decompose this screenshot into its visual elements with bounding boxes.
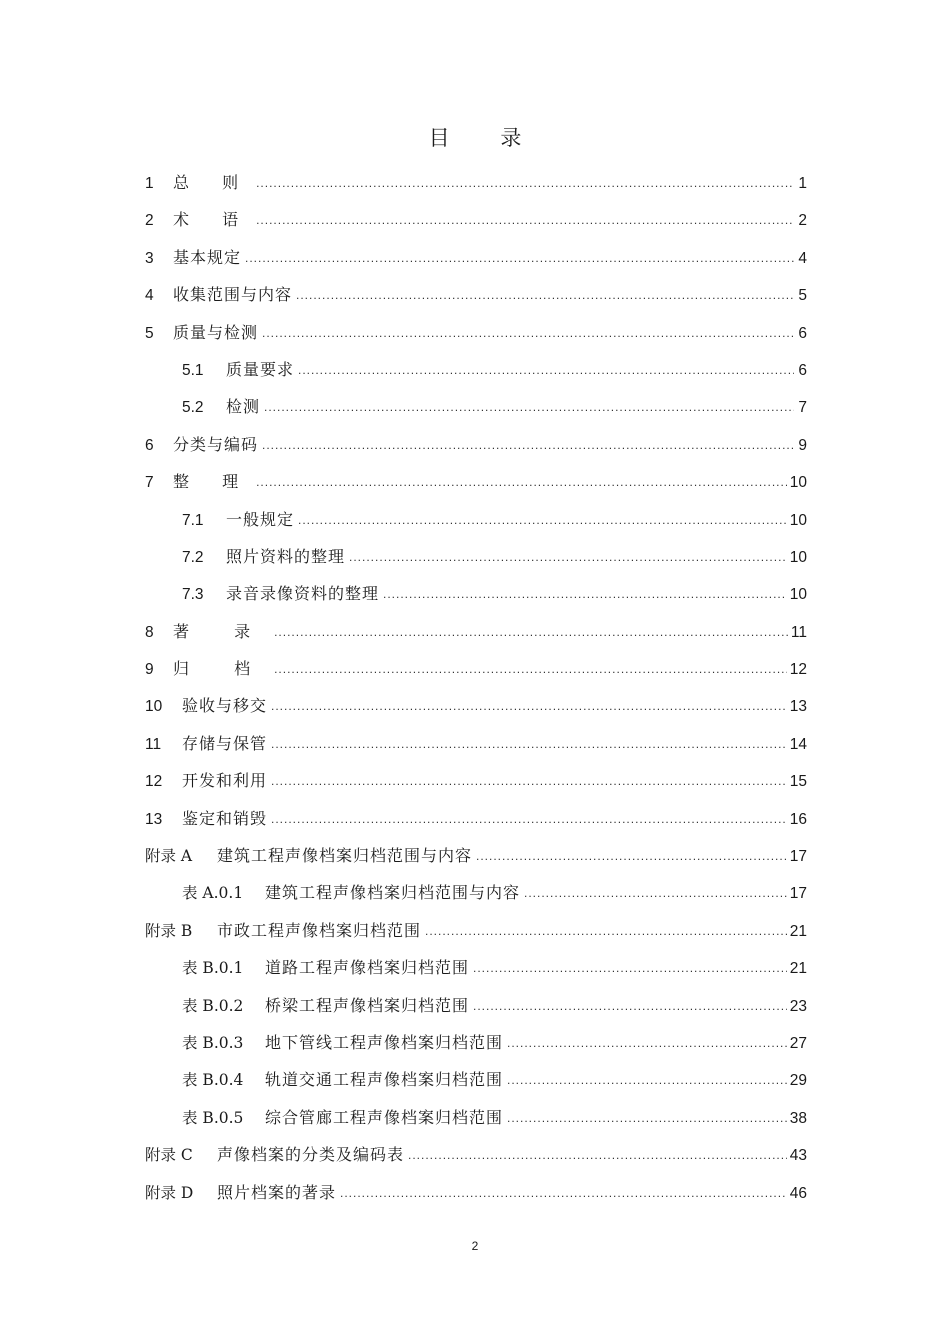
toc-number: 附录 A bbox=[145, 847, 193, 866]
dot-leader bbox=[349, 541, 787, 573]
dot-leader bbox=[340, 1177, 787, 1209]
dot-leader bbox=[256, 167, 794, 199]
toc-number: 8 bbox=[145, 623, 154, 641]
dot-leader bbox=[507, 1102, 787, 1134]
toc-page: 12 bbox=[789, 661, 807, 679]
toc-entry-7[interactable] bbox=[145, 466, 807, 503]
toc-page: 23 bbox=[789, 997, 807, 1015]
toc-number: 2 bbox=[145, 212, 154, 230]
dot-leader bbox=[507, 1064, 787, 1096]
toc-label: 道路工程声像档案归档范围 bbox=[265, 958, 470, 978]
toc-page: 16 bbox=[789, 810, 807, 828]
toc-number: 11 bbox=[145, 735, 162, 753]
toc-entry-table-b-0-5[interactable] bbox=[145, 1102, 807, 1139]
toc-label: 照片资料的整理 bbox=[226, 546, 346, 566]
toc-number: 附录 C bbox=[145, 1146, 193, 1165]
toc-entry-7-1[interactable] bbox=[145, 504, 807, 541]
toc-entry-10[interactable] bbox=[145, 690, 807, 727]
toc-number: 5 bbox=[145, 324, 154, 342]
toc-label: 市政工程声像档案归档范围 bbox=[217, 920, 422, 940]
toc-number: 5.2 bbox=[182, 399, 204, 417]
toc-entry-table-b-0-2[interactable] bbox=[145, 990, 807, 1027]
toc-number: 6 bbox=[145, 436, 154, 454]
toc-label: 存储与保管 bbox=[182, 733, 268, 753]
dot-leader bbox=[507, 1027, 787, 1059]
toc-label: 验收与移交 bbox=[182, 696, 268, 716]
toc-entry-5-1[interactable] bbox=[145, 354, 807, 391]
toc-label: 录音录像资料的整理 bbox=[226, 584, 380, 604]
toc-page: 13 bbox=[789, 698, 807, 716]
toc-label: 整 理 bbox=[173, 472, 253, 492]
toc-page: 38 bbox=[789, 1109, 807, 1127]
toc-label: 基本规定 bbox=[173, 247, 242, 267]
toc-entry-table-b-0-1[interactable] bbox=[145, 952, 807, 989]
toc-label: 轨道交通工程声像档案归档范围 bbox=[265, 1070, 504, 1090]
toc-label: 鉴定和销毁 bbox=[182, 808, 268, 828]
dot-leader bbox=[274, 616, 788, 648]
toc-page: 29 bbox=[789, 1072, 807, 1090]
toc-label: 质量要求 bbox=[226, 359, 295, 379]
dot-leader bbox=[271, 765, 787, 797]
toc-number: 4 bbox=[145, 287, 154, 305]
toc-page: 10 bbox=[789, 586, 807, 604]
toc-label: 质量与检测 bbox=[173, 322, 259, 342]
toc-entry-12[interactable] bbox=[145, 765, 807, 802]
toc-entry-11[interactable] bbox=[145, 728, 807, 765]
toc-number: 12 bbox=[145, 773, 163, 791]
dot-leader bbox=[408, 1139, 787, 1171]
toc-entry-3[interactable] bbox=[145, 242, 807, 279]
page-title: 目 录 bbox=[428, 126, 544, 150]
toc-entry-appendix-a[interactable] bbox=[145, 840, 807, 877]
toc-number: 9 bbox=[145, 661, 154, 679]
toc-label: 著 录 bbox=[173, 621, 271, 641]
toc-entry-5[interactable] bbox=[145, 317, 807, 354]
toc-page: 7 bbox=[798, 399, 807, 417]
toc-label: 总 则 bbox=[173, 173, 253, 192]
toc-page: 6 bbox=[798, 324, 807, 342]
toc-entry-4[interactable] bbox=[145, 279, 807, 316]
toc-entry-appendix-c[interactable] bbox=[145, 1139, 807, 1176]
toc-page: 2 bbox=[798, 212, 807, 230]
toc-page: 10 bbox=[789, 548, 807, 566]
toc-label: 地下管线工程声像档案归档范围 bbox=[265, 1032, 504, 1052]
toc-label: 建筑工程声像档案归档范围与内容 bbox=[265, 883, 521, 903]
toc-entry-appendix-d[interactable] bbox=[145, 1177, 807, 1214]
toc-label: 照片档案的著录 bbox=[217, 1182, 337, 1202]
toc-label: 一般规定 bbox=[226, 509, 295, 529]
toc-number: 13 bbox=[145, 810, 163, 828]
toc-page: 4 bbox=[798, 249, 807, 267]
dot-leader bbox=[524, 877, 787, 909]
dot-leader bbox=[476, 840, 787, 872]
toc-page: 10 bbox=[789, 511, 807, 529]
toc-label: 综合管廊工程声像档案归档范围 bbox=[265, 1107, 504, 1127]
toc-page: 15 bbox=[789, 773, 807, 791]
toc-label: 声像档案的分类及编码表 bbox=[217, 1145, 405, 1165]
dot-leader bbox=[473, 990, 787, 1022]
toc-entry-table-b-0-4[interactable] bbox=[145, 1064, 807, 1101]
toc-page: 46 bbox=[789, 1184, 807, 1202]
dot-leader bbox=[473, 952, 787, 984]
dot-leader bbox=[256, 466, 787, 498]
toc-page: 21 bbox=[789, 922, 807, 940]
toc-label: 术 语 bbox=[173, 210, 253, 230]
toc-page: 10 bbox=[789, 474, 807, 492]
dot-leader bbox=[274, 653, 787, 685]
toc-number: 附录 D bbox=[145, 1183, 194, 1202]
dot-leader bbox=[245, 242, 794, 274]
toc-number: 5.1 bbox=[182, 361, 204, 379]
toc-entry-6[interactable] bbox=[145, 429, 807, 466]
toc-number: 表 B.0.3 bbox=[182, 1033, 244, 1052]
toc-page: 17 bbox=[789, 885, 807, 903]
toc-entry-appendix-b[interactable] bbox=[145, 915, 807, 952]
table-of-contents bbox=[145, 167, 807, 1214]
dot-leader bbox=[262, 429, 794, 461]
toc-label: 检测 bbox=[226, 397, 261, 417]
toc-number: 表 B.0.4 bbox=[182, 1071, 244, 1090]
toc-number: 7.1 bbox=[182, 511, 204, 529]
toc-label: 开发和利用 bbox=[182, 771, 268, 791]
toc-entry-7-2[interactable] bbox=[145, 541, 807, 578]
dot-leader bbox=[383, 578, 787, 610]
toc-label: 建筑工程声像档案归档范围与内容 bbox=[217, 846, 473, 866]
toc-entry-1[interactable] bbox=[145, 167, 807, 204]
dot-leader bbox=[271, 803, 787, 835]
toc-label: 分类与编码 bbox=[173, 434, 259, 454]
toc-page: 11 bbox=[790, 623, 807, 641]
dot-leader bbox=[264, 391, 794, 423]
dot-leader bbox=[298, 354, 794, 386]
toc-entry-table-a-0-1[interactable] bbox=[145, 877, 807, 914]
toc-label: 收集范围与内容 bbox=[173, 285, 293, 305]
toc-number: 表 A.0.1 bbox=[182, 884, 244, 903]
toc-label: 桥梁工程声像档案归档范围 bbox=[265, 995, 470, 1015]
toc-entry-13[interactable] bbox=[145, 803, 807, 840]
toc-entry-9[interactable] bbox=[145, 653, 807, 690]
toc-number: 1 bbox=[145, 175, 154, 192]
toc-page: 27 bbox=[789, 1034, 807, 1052]
toc-label: 归 档 bbox=[173, 659, 271, 679]
toc-page: 6 bbox=[798, 361, 807, 379]
toc-page: 14 bbox=[789, 735, 807, 753]
dot-leader bbox=[296, 279, 794, 311]
toc-page: 21 bbox=[789, 960, 807, 978]
dot-leader bbox=[425, 915, 787, 947]
toc-entry-2[interactable] bbox=[145, 204, 807, 241]
dot-leader bbox=[298, 504, 787, 536]
dot-leader bbox=[271, 728, 787, 760]
toc-page: 43 bbox=[789, 1147, 807, 1165]
toc-page: 17 bbox=[789, 848, 807, 866]
toc-number: 表 B.0.2 bbox=[182, 996, 244, 1015]
toc-number: 7.3 bbox=[182, 586, 204, 604]
toc-entry-table-b-0-3[interactable] bbox=[145, 1027, 807, 1064]
dot-leader bbox=[271, 690, 787, 722]
toc-entry-7-3[interactable] bbox=[145, 578, 807, 615]
dot-leader bbox=[256, 204, 794, 236]
toc-number: 附录 B bbox=[145, 921, 193, 940]
toc-entry-8[interactable] bbox=[145, 616, 807, 653]
toc-number: 3 bbox=[145, 249, 154, 267]
toc-number: 7.2 bbox=[182, 548, 204, 566]
toc-entry-5-2[interactable] bbox=[145, 391, 807, 428]
toc-page: 9 bbox=[798, 436, 807, 454]
toc-page: 1 bbox=[798, 175, 807, 192]
page-number: 2 bbox=[471, 1239, 479, 1253]
toc-number: 表 B.0.5 bbox=[182, 1108, 244, 1127]
toc-page: 5 bbox=[798, 287, 807, 305]
dot-leader bbox=[262, 317, 794, 349]
toc-number: 7 bbox=[145, 474, 154, 492]
toc-number: 表 B.0.1 bbox=[182, 959, 244, 978]
toc-number: 10 bbox=[145, 698, 163, 716]
